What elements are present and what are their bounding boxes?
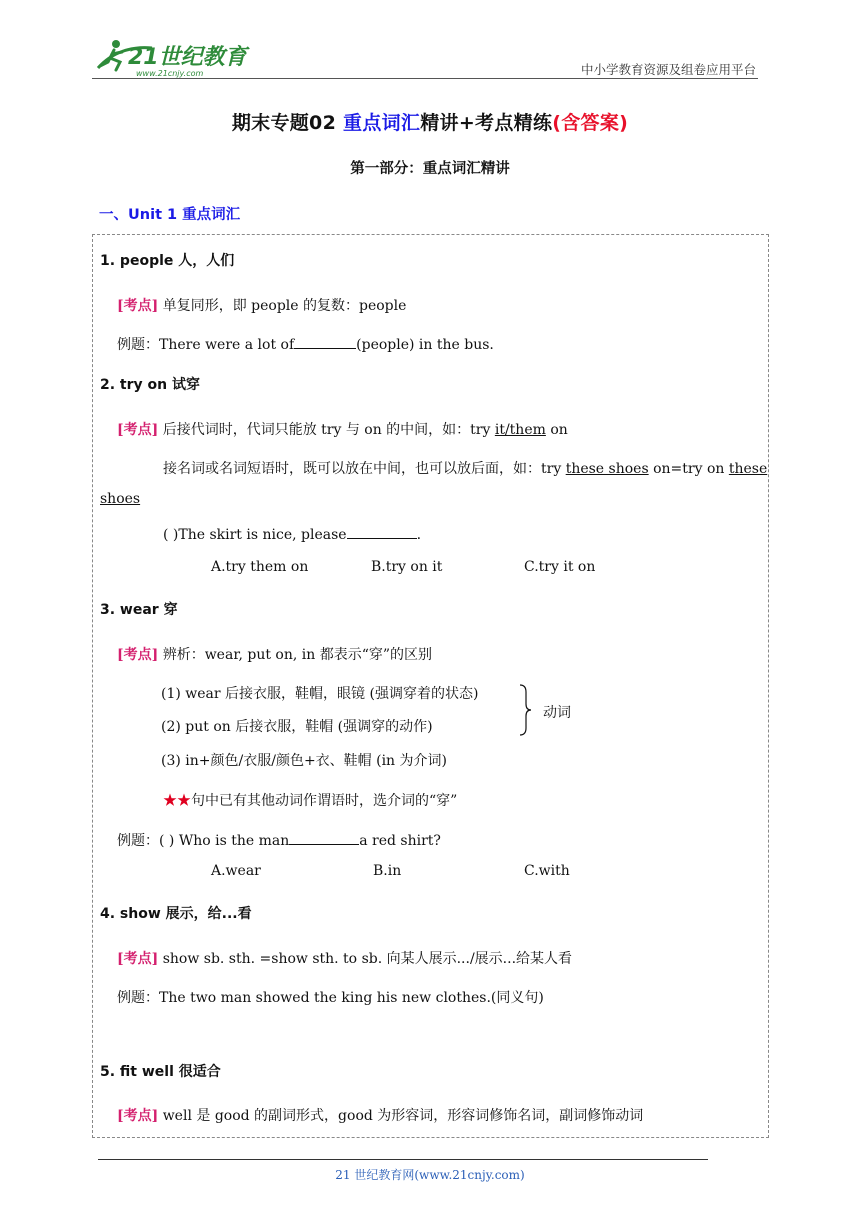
example-suffix: a red shirt? xyxy=(359,833,441,849)
list-item-3: (3) in+颜色/衣服/颜色+衣、鞋帽 (in 为介词) xyxy=(161,753,447,769)
point-tag: [考点] xyxy=(117,422,159,438)
site-logo xyxy=(92,34,262,82)
list-item-2: (2) put on 后接衣服，鞋帽 (强调穿的动作) xyxy=(161,719,433,735)
question-suffix: . xyxy=(416,527,422,543)
point-text-underlined: it/them xyxy=(494,422,546,438)
vocab-box xyxy=(92,234,769,1138)
item-4-example: 例题：The two man showed the king his new clothes.(同义句) xyxy=(117,990,544,1006)
list-item-1: (1) wear 后接衣服，鞋帽，眼镜 (强调穿着的状态) xyxy=(161,686,479,702)
item-1-example xyxy=(117,334,494,354)
item-3-point xyxy=(117,644,432,664)
item-2-line-3 xyxy=(100,491,140,507)
page-subtitle: 第一部分：重点词汇精讲 xyxy=(350,161,510,177)
example-suffix: (people) in the bus. xyxy=(356,337,494,353)
point-tag: [考点] xyxy=(117,298,159,314)
title-part-2: 重点词汇 xyxy=(343,112,421,134)
item-5-point xyxy=(117,1105,643,1125)
option-b: B.in xyxy=(373,863,402,879)
line2-underlined-2: these xyxy=(728,461,768,477)
item-4-heading: 4. show 展示，给...看 xyxy=(100,906,252,922)
point-text: well 是 good 的副词形式，good 为形容词，形容词修饰名词，副词修饰动词 xyxy=(158,1108,644,1124)
item-3-heading: 3. wear 穿 xyxy=(100,602,178,618)
item-2-point xyxy=(117,419,568,439)
point-text-a: 后接代词时，代词只能放 try 与 on 的中间，如：try xyxy=(158,422,495,438)
header-platform-text: 中小学教育资源及组卷应用平台 xyxy=(580,62,756,77)
line2-b: on=try on xyxy=(648,461,729,477)
line2-a: 接名词或名词短语时，既可以放在中间，也可以放后面，如：try xyxy=(163,461,566,477)
option-a: A.try them on xyxy=(211,559,309,575)
title-part-1: 期末专题02 xyxy=(231,112,344,134)
item-3-example xyxy=(117,830,441,850)
answer-blank[interactable] xyxy=(289,831,359,845)
point-tag: [考点] xyxy=(117,1108,159,1124)
option-b: B.try on it xyxy=(371,559,443,575)
example-prefix: 例题：( ) Who is the man xyxy=(117,833,290,849)
answer-blank[interactable] xyxy=(294,335,356,349)
item-1-point xyxy=(117,295,406,315)
item-2-heading: 2. try on 试穿 xyxy=(100,377,200,393)
title-part-4: (含答案) xyxy=(552,112,629,134)
option-a: A.wear xyxy=(211,863,261,879)
section-heading: 一、Unit 1 重点词汇 xyxy=(99,207,241,223)
line3-underlined: shoes xyxy=(100,491,141,507)
star-icon: ★★ xyxy=(163,793,191,809)
line2-underlined-1: these shoes xyxy=(565,461,649,477)
point-text: 辨析：wear, put on, in 都表示“穿”的区别 xyxy=(158,647,433,663)
item-1-heading: 1. people 人，人们 xyxy=(100,253,235,269)
point-tag: [考点] xyxy=(117,951,159,967)
point-text: 单复同形，即 people 的复数：people xyxy=(158,298,407,314)
item-5-heading: 5. fit well 很适合 xyxy=(100,1064,221,1080)
page-title xyxy=(0,108,860,135)
header-divider xyxy=(92,78,758,79)
brace-label: 动词 xyxy=(543,705,571,721)
footer-divider xyxy=(98,1159,708,1160)
logo-url: www.21cnjy.com xyxy=(136,69,204,78)
item-2-line-2 xyxy=(163,458,767,478)
point-text-b: on xyxy=(545,422,568,438)
question-prefix: ( )The skirt is nice, please xyxy=(163,527,347,543)
point-tag: [考点] xyxy=(117,647,159,663)
example-prefix: 例题：There were a lot of xyxy=(117,337,295,353)
item-2-question xyxy=(163,525,421,543)
note-text: 句中已有其他动词作谓语时，选介词的“穿” xyxy=(191,793,458,809)
footer-text: 21 世纪教育网(www.21cnjy.com) xyxy=(335,1168,525,1182)
option-c: C.with xyxy=(524,863,570,879)
item-3-note xyxy=(163,790,457,810)
item-4-point xyxy=(117,948,572,968)
point-text: show sb. sth. =show sth. to sb. 向某人展示.../展示...给某人看 xyxy=(158,951,573,967)
answer-blank[interactable] xyxy=(347,525,417,539)
title-part-3: 精讲+考点精练 xyxy=(420,112,553,134)
option-c: C.try it on xyxy=(524,559,596,575)
logo-text: 21世纪教育 xyxy=(128,45,247,70)
right-brace-icon xyxy=(518,684,532,736)
